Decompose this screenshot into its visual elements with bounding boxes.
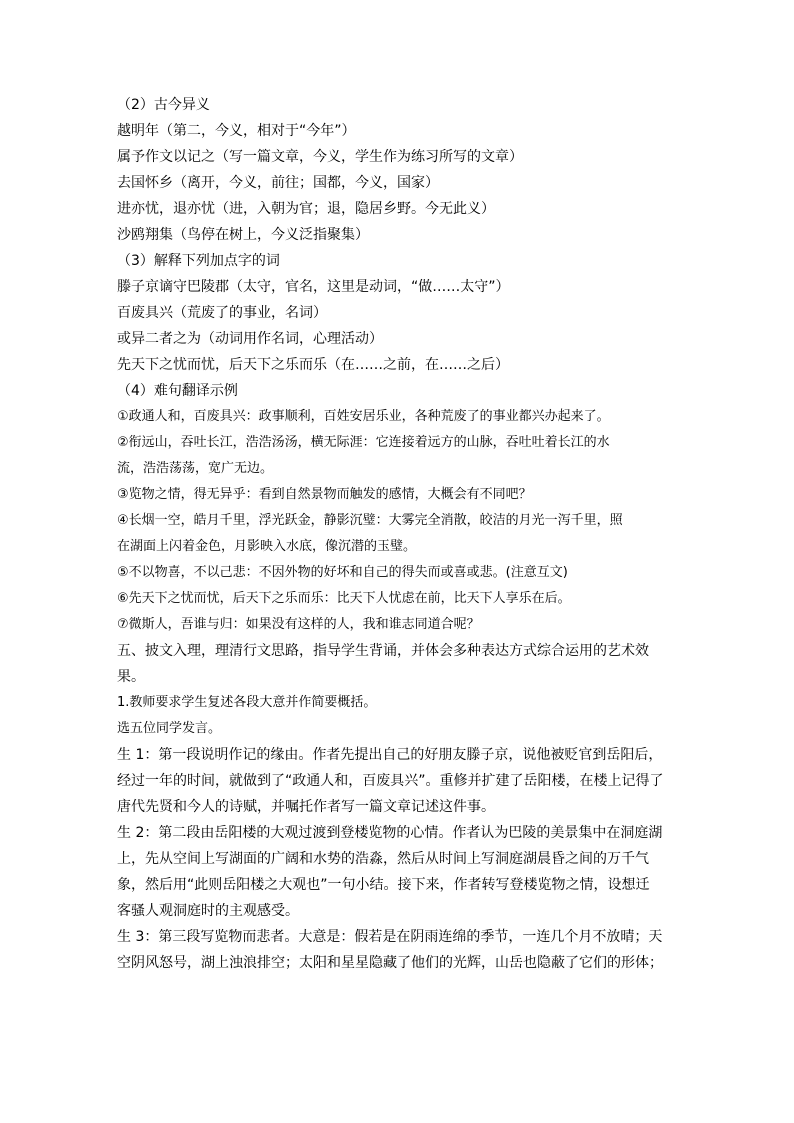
heading-ancient-modern-meaning: （2）古今异义 — [117, 97, 210, 113]
translation-item-4-cont: 在湖面上闪着金色，月影映入水底，像沉潜的玉璧。 — [117, 539, 417, 554]
text-line: 越明年（第二，今义，相对于“今年”） — [117, 123, 356, 139]
text-line: 去国怀乡（离开，今义，前往；国都，今义，国家） — [117, 175, 439, 191]
text-line: 属予作文以记之（写一篇文章，今义，学生作为练习所写的文章） — [117, 149, 523, 165]
text-line: 先天下之忧而忧，后天下之乐而乐（在……之前，在……之后） — [117, 357, 509, 373]
text-line: 选五位同学发言。 — [117, 721, 222, 736]
translation-item-5: ⑤不以物喜，不以己悲：不因外物的好坏和自己的得失而或喜或悲。(注意互文) — [117, 565, 568, 580]
student-3-text: 生 3：第三段写览物而悲者。大意是：假若是在阴雨连绵的季节，一连几个月不放晴；天 — [117, 929, 663, 945]
section-five-heading-cont: 果。 — [117, 669, 145, 685]
text-line: 进亦忧，退亦忧（进，入朝为官；退，隐居乡野。今无此义） — [117, 201, 495, 217]
section-five-heading: 五、披文入理，理清行文思路，指导学生背诵，并体会多种表达方式综合运用的艺术效 — [117, 643, 649, 659]
text-line: 滕子京谪守巴陵郡（太守，官名，这里是动词，“做……太守”） — [117, 279, 510, 295]
document-page — [117, 92, 677, 976]
heading-explain-words: （3）解释下列加点字的词 — [117, 253, 280, 269]
student-2-text-cont: 客骚人观洞庭时的主观感受。 — [117, 903, 299, 919]
translation-item-1: ①政通人和，百废具兴：政事顺利，百姓安居乐业，各种荒废了的事业都兴办起来了。 — [117, 409, 610, 424]
text-line: 沙鸥翔集（鸟停在树上，今义泛指聚集） — [117, 227, 369, 243]
student-1-text-cont: 唐代先贤和今人的诗赋，并嘱托作者写一篇文章记述这件事。 — [117, 799, 495, 815]
student-3-text-cont: 空阴风怒号，湖上浊浪排空；太阳和星星隐藏了他们的光辉，山岳也隐蔽了它们的形体； — [117, 955, 663, 971]
text-line: 或异二者之为（动词用作名词，心理活动） — [117, 331, 383, 347]
translation-item-2-cont: 流，浩浩荡荡，宽广无边。 — [117, 461, 274, 476]
student-2-text: 生 2：第二段由岳阳楼的大观过渡到登楼览物的心情。作者认为巴陵的美景集中在洞庭湖 — [117, 825, 663, 841]
student-1-text-cont: 经过一年的时间，就做到了“政通人和，百废具兴”。重修并扩建了岳阳楼，在楼上记得了 — [117, 773, 664, 789]
text-line: 1.教师要求学生复述各段大意并作简要概括。 — [117, 695, 377, 710]
student-2-text-cont: 上，先从空间上写湖面的广阔和水势的浩淼，然后从时间上写洞庭湖晨昏之间的万千气 — [117, 851, 649, 867]
text-line: 百废具兴（荒废了的事业，名词） — [117, 305, 327, 321]
translation-item-7: ⑦微斯人，吾谁与归：如果没有这样的人，我和谁志同道合呢？ — [117, 617, 480, 632]
translation-item-4: ④长烟一空，皓月千里，浮光跃金，静影沉璧：大雾完全消散，皎洁的月光一泻千里，照 — [117, 513, 623, 528]
translation-item-3: ③览物之情，得无异乎：看到自然景物而触发的感情，大概会有不同吧？ — [117, 487, 532, 502]
translation-item-2: ②衔远山，吞吐长江，浩浩汤汤，横无际涯：它连接着远方的山脉，吞吐吐着长江的水 — [117, 435, 610, 450]
heading-translation-examples: （4）难句翻译示例 — [117, 383, 238, 399]
translation-item-6: ⑥先天下之忧而忧，后天下之乐而乐：比天下人忧虑在前，比天下人享乐在后。 — [117, 591, 571, 606]
student-2-text-cont: 象，然后用“此则岳阳楼之大观也”一句小结。接下来，作者转写登楼览物之情，设想迁 — [117, 877, 650, 893]
student-1-text: 生 1：第一段说明作记的缘由。作者先提出自己的好朋友滕子京，说他被贬官到岳阳后， — [117, 747, 663, 763]
